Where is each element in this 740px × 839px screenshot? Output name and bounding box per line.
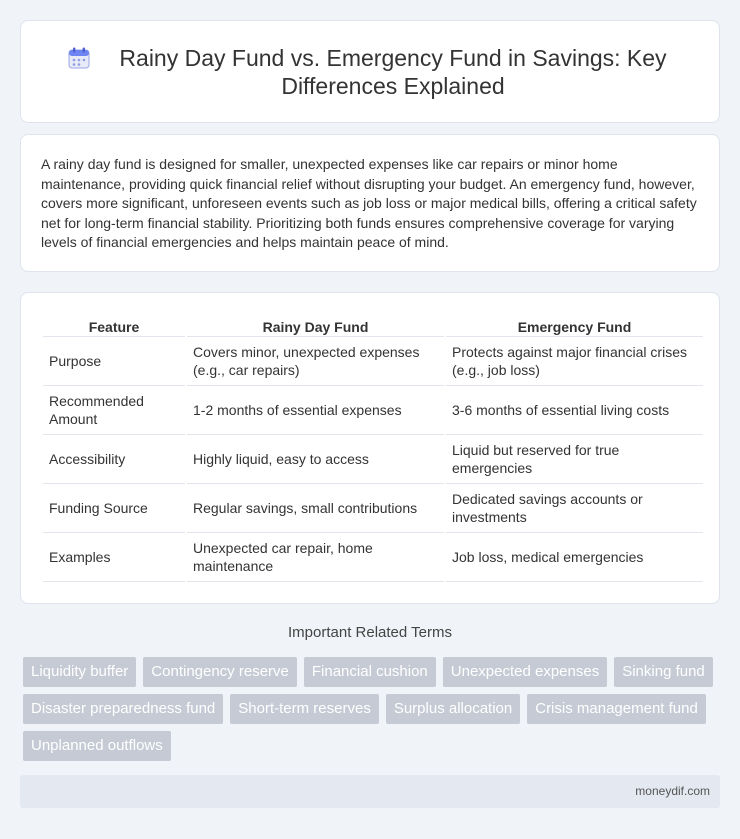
feature-cell: Purpose bbox=[43, 337, 185, 386]
column-header: Rainy Day Fund bbox=[187, 315, 444, 337]
site-credit[interactable]: moneydif.com bbox=[635, 784, 710, 798]
related-term-tag[interactable]: Short-term reserves bbox=[230, 694, 379, 724]
footer bbox=[20, 775, 720, 808]
emergency-cell: 3-6 months of essential living costs bbox=[446, 386, 703, 435]
related-terms-list bbox=[23, 657, 723, 761]
feature-cell: Accessibility bbox=[43, 435, 185, 484]
emergency-cell: Dedicated savings accounts or investments bbox=[446, 484, 703, 533]
related-term-tag[interactable]: Contingency reserve bbox=[143, 657, 297, 687]
feature-cell: Examples bbox=[43, 533, 185, 582]
feature-cell: Funding Source bbox=[43, 484, 185, 533]
comparison-table bbox=[41, 315, 705, 582]
related-term-tag[interactable]: Disaster preparedness fund bbox=[23, 694, 223, 724]
related-term-tag[interactable]: Liquidity buffer bbox=[23, 657, 136, 687]
calendar-icon bbox=[67, 46, 91, 70]
rainy-day-cell: Unexpected car repair, home maintenance bbox=[187, 533, 444, 582]
related-terms-title: Important Related Terms bbox=[288, 624, 452, 641]
rainy-day-cell: Covers minor, unexpected expenses (e.g., car repairs) bbox=[187, 337, 444, 386]
rainy-day-cell: Regular savings, small contributions bbox=[187, 484, 444, 533]
feature-cell: Recommended Amount bbox=[43, 386, 185, 435]
column-header: Emergency Fund bbox=[446, 315, 703, 337]
related-term-tag[interactable]: Crisis management fund bbox=[527, 694, 706, 724]
related-term-tag[interactable]: Surplus allocation bbox=[386, 694, 520, 724]
header-card bbox=[20, 20, 720, 123]
intro-card bbox=[20, 134, 720, 272]
related-term-tag[interactable]: Sinking fund bbox=[614, 657, 713, 687]
intro-text: A rainy day fund is designed for smaller, unexpected expenses like car repairs or minor home maintenance, providing quick financial relief without disrupting your budget. An emergency fund, however, covers more significant, unforeseen events such as job loss or major medical bills, offering a critical safety net for long-term financial stability. Prioritizing both funds ensures comprehensive coverage for varying levels of financial emergencies and helps maintain peace of mind. bbox=[41, 156, 697, 250]
table-row bbox=[43, 533, 703, 582]
rainy-day-cell: Highly liquid, easy to access bbox=[187, 435, 444, 484]
related-term-tag[interactable]: Unexpected expenses bbox=[443, 657, 607, 687]
table-row bbox=[43, 484, 703, 533]
emergency-cell: Job loss, medical emergencies bbox=[446, 533, 703, 582]
emergency-cell: Liquid but reserved for true emergencies bbox=[446, 435, 703, 484]
rainy-day-cell: 1-2 months of essential expenses bbox=[187, 386, 444, 435]
page-title: Rainy Day Fund vs. Emergency Fund in Savings: Key Differences Explained bbox=[119, 44, 667, 99]
table-row bbox=[43, 386, 703, 435]
related-term-tag[interactable]: Unplanned outflows bbox=[23, 731, 171, 761]
comparison-table-card bbox=[20, 292, 720, 604]
column-header: Feature bbox=[43, 315, 185, 337]
emergency-cell: Protects against major financial crises (e.g., job loss) bbox=[446, 337, 703, 386]
table-row bbox=[43, 337, 703, 386]
related-term-tag[interactable]: Financial cushion bbox=[304, 657, 436, 687]
table-row bbox=[43, 435, 703, 484]
table-header-row bbox=[43, 315, 703, 337]
